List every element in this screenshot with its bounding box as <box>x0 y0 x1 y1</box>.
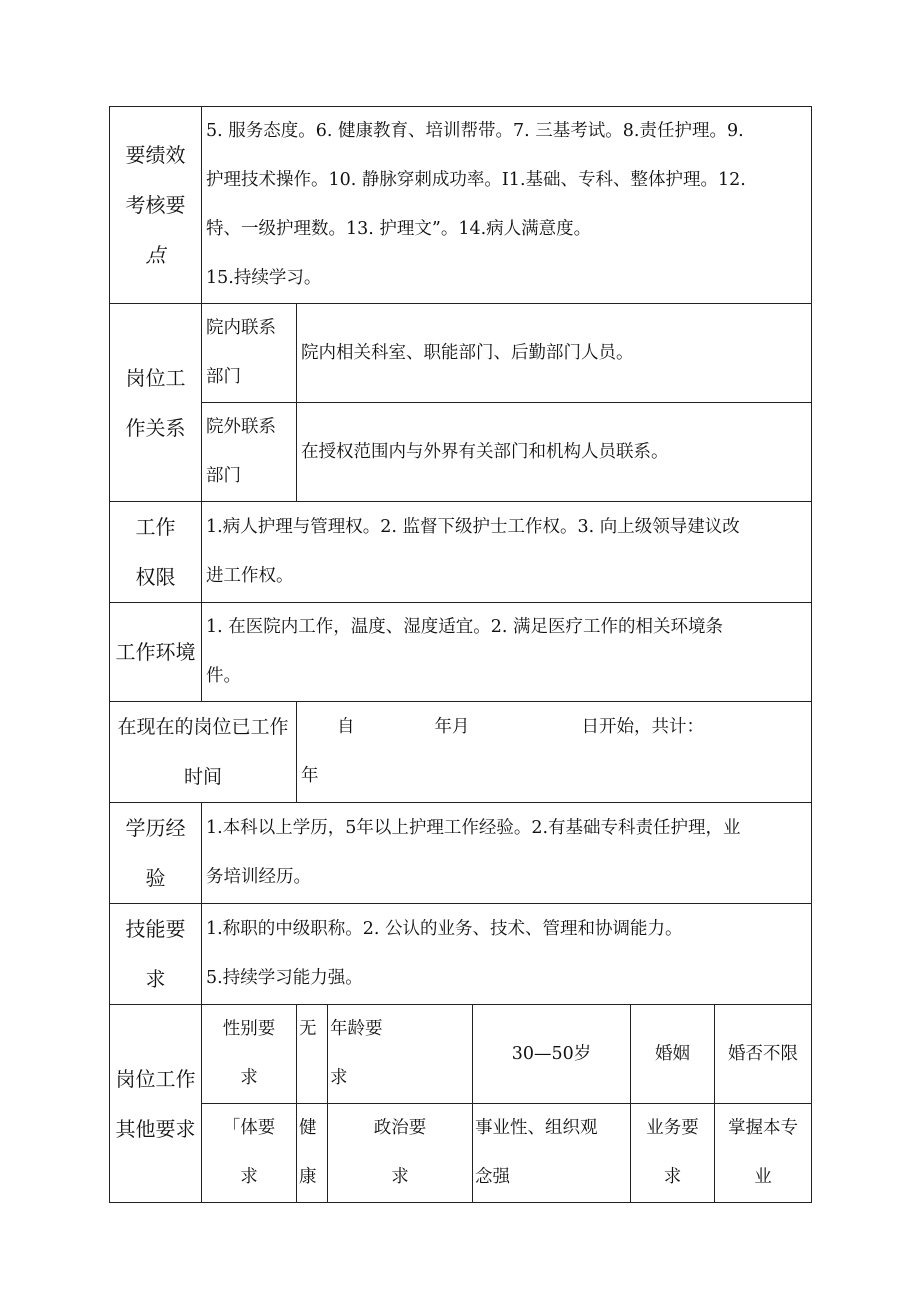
environment-content: 1. 在医院内工作，温度、湿度适宜。2. 满足医疗工作的相关环境条 件。 <box>202 603 812 702</box>
environment-row <box>110 603 812 702</box>
relations-external-row <box>110 403 812 502</box>
body-value: 健 康 <box>297 1104 328 1203</box>
authority-row <box>110 502 812 603</box>
other-row-2 <box>110 1104 812 1203</box>
gender-value: 无 <box>297 1005 328 1104</box>
marriage-value: 婚否不限 <box>715 1005 812 1104</box>
other-row-1 <box>110 1005 812 1104</box>
age-label: 年龄要 求 <box>328 1005 473 1104</box>
job-description-table <box>109 106 812 1203</box>
kpi-content: 5. 服务态度。6. 健康教育、培训帮带。7. 三基考试。8.责任护理。9. 护理技术操作。10. 静脉穿刺成功率。I1.基础、专科、整体护理。12. 特、一级护理数。13. 护理文”。14.病人满意度。 15.持续学习。 <box>202 107 812 304</box>
tenure-year: 年 <box>301 766 319 786</box>
politics-value: 事业性、组织观 念强 <box>473 1104 631 1203</box>
body-label: 「体要 求 <box>202 1104 297 1203</box>
education-content: 1.本科以上学历，5年以上护理工作经验。2.有基础专科责任护理，业 务培训经历。 <box>202 803 812 904</box>
tenure-year-month: 年月 <box>434 717 470 737</box>
environment-label: 工作环境 <box>110 603 202 702</box>
internal-contact-label: 院内联系 部门 <box>202 304 297 403</box>
skills-row <box>110 904 812 1005</box>
internal-contact-text: 院内相关科室、职能部门、后勤部门人员。 <box>297 304 812 403</box>
education-label: 学历经 验 <box>110 803 202 904</box>
skills-content: 1.称职的中级职称。2. 公认的业务、技术、管理和协调能力。 5.持续学习能力强。 <box>202 904 812 1005</box>
kpi-row <box>110 107 812 304</box>
tenure-from: 自 <box>337 717 355 737</box>
business-value: 掌握本专 业 <box>715 1104 812 1203</box>
tenure-day-start: 日开始，共计： <box>581 717 704 737</box>
relations-internal-row <box>110 304 812 403</box>
kpi-label: 要绩效 考核要 点 <box>110 107 202 304</box>
skills-label: 技能要 求 <box>110 904 202 1005</box>
external-contact-text: 在授权范围内与外界有关部门和机构人员联系。 <box>297 403 812 502</box>
politics-label: 政治要 求 <box>328 1104 473 1203</box>
age-value: 30—50岁 <box>473 1005 631 1104</box>
authority-content: 1.病人护理与管理权。2. 监督下级护士工作权。3. 向上级领导建议改 进工作权。 <box>202 502 812 603</box>
external-contact-label: 院外联系 部门 <box>202 403 297 502</box>
gender-label: 性别要 求 <box>202 1005 297 1104</box>
marriage-label: 婚姻 <box>631 1005 715 1104</box>
business-label: 业务要 求 <box>631 1104 715 1203</box>
authority-label: 工作 权限 <box>110 502 202 603</box>
tenure-row <box>110 702 812 803</box>
tenure-label: 在现在的岗位已工作 时间 <box>110 702 297 803</box>
other-label: 岗位工作 其他要求 <box>110 1005 202 1203</box>
education-row <box>110 803 812 904</box>
relations-label: 岗位工 作关系 <box>110 304 202 502</box>
tenure-content <box>297 702 812 803</box>
